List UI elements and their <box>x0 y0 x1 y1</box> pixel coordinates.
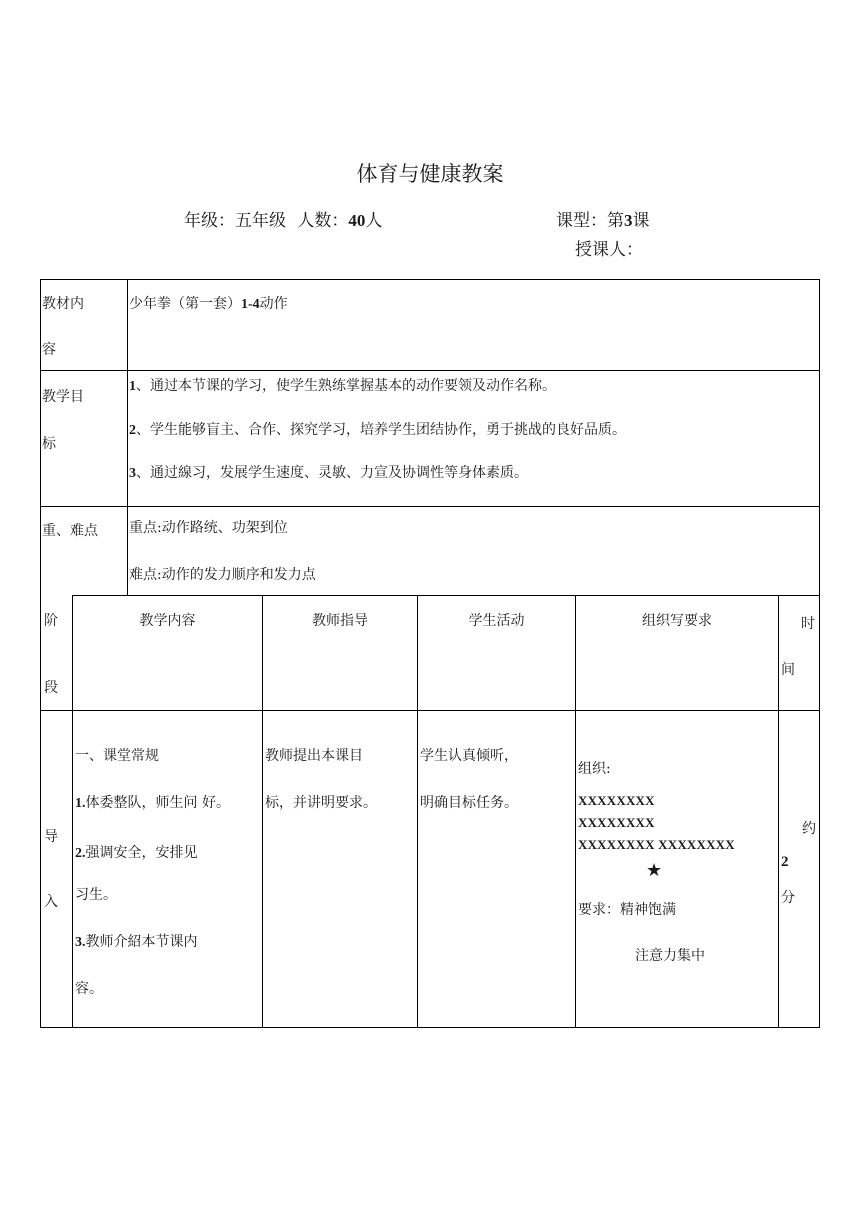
material-num: 1-4 <box>241 297 260 312</box>
lesson-type <box>556 206 650 231</box>
item-num: 1. <box>75 796 86 811</box>
head-student: 学生活动 <box>468 613 525 629</box>
goal-item-1 <box>129 376 556 397</box>
requirement-2: 注意力集中 <box>635 948 705 964</box>
student-activity-1: 学生认真倾听， <box>420 748 518 764</box>
head-teacher: 教师指导 <box>312 613 368 629</box>
student-activity-2: 明确目标任务。 <box>420 795 518 811</box>
intro-item-3 <box>75 932 198 953</box>
intro-item-2-cont: 习生。 <box>75 887 117 903</box>
page-title: 体育与健康教案 <box>356 162 504 186</box>
time-about: 约 <box>802 821 816 837</box>
key-point: 重点:动作路统、功架到位 <box>129 520 288 536</box>
item-text: 教师介紹本节课内 <box>85 934 198 950</box>
goal-item-3 <box>129 463 528 484</box>
head-stage-1: 阶 <box>44 613 58 629</box>
time-unit: 分 <box>781 890 795 906</box>
grade-info <box>184 206 382 231</box>
grade-label: 年级： <box>184 211 235 231</box>
goal-item-2 <box>129 420 626 441</box>
hard-point: 难点:动作的发力顺序和发力点 <box>129 567 316 583</box>
teacher-label: 授课人： <box>575 240 643 260</box>
material-suffix: 动作 <box>259 296 288 312</box>
head-content: 教学内容 <box>139 613 196 629</box>
count-label: 人数： <box>297 211 349 231</box>
goal-num: 2 <box>129 423 136 438</box>
goals-label-2: 标 <box>42 436 56 452</box>
count-unit: 人 <box>365 211 383 231</box>
material-prefix: 少年拳（第一套） <box>129 296 241 312</box>
org-label: 组织: <box>578 761 611 777</box>
intro-item-1 <box>75 793 230 814</box>
formation-row-1: XXXXXXXX <box>578 793 655 808</box>
head-stage-2: 段 <box>44 680 58 696</box>
intro-stage-2: 入 <box>44 894 58 910</box>
material-content <box>129 294 288 315</box>
teacher-guide-1: 教师提出本课目 <box>265 748 363 764</box>
head-time-2: 间 <box>781 662 795 678</box>
head-org: 组织写要求 <box>642 613 712 629</box>
formation-row-2: XXXXXXXX <box>578 815 655 830</box>
type-value: 3 <box>624 211 633 230</box>
type-label: 课型：第 <box>556 211 624 231</box>
teacher-star-icon: ★ <box>646 860 663 881</box>
intro-stage-1: 导 <box>44 829 58 845</box>
requirement-1: 要求：精神饱满 <box>578 902 676 918</box>
item-num: 3. <box>75 935 86 950</box>
goals-label-1: 教学目 <box>42 389 84 405</box>
item-text: 体委整队，师生问 好。 <box>85 795 230 811</box>
intro-item-3-cont: 容。 <box>75 981 103 997</box>
time-value: 2 <box>781 854 789 870</box>
head-time-1: 时 <box>801 616 815 632</box>
item-text: 强调安全，安排见 <box>85 845 198 861</box>
key-label: 重、难点 <box>42 523 98 539</box>
material-label-2: 容 <box>42 342 56 358</box>
goal-text: 、通过線习，发展学生速度、灵敏、力宣及协调性等身体素质。 <box>136 465 528 481</box>
goal-text: 、通过本节课的学习，使学生熟练掌握基本的动作要领及动作名称。 <box>136 378 556 394</box>
goal-num: 1 <box>129 379 136 394</box>
grade-value: 五年级 <box>235 211 286 231</box>
teacher-guide-2: 标，并讲明要求。 <box>265 795 377 811</box>
goal-num: 3 <box>129 466 136 481</box>
item-num: 2. <box>75 846 86 861</box>
intro-heading: 一、课堂常规 <box>75 748 159 764</box>
goal-text: 、学生能够盲主、合作、探究学习，培养学生团结协作，勇于挑战的良好品质。 <box>136 422 626 438</box>
count-value: 40 <box>348 211 366 230</box>
type-unit: 课 <box>632 211 650 231</box>
material-label-1: 教材内 <box>42 296 84 312</box>
formation-row-3: XXXXXXXX XXXXXXXX <box>578 837 735 852</box>
intro-item-2 <box>75 843 198 864</box>
